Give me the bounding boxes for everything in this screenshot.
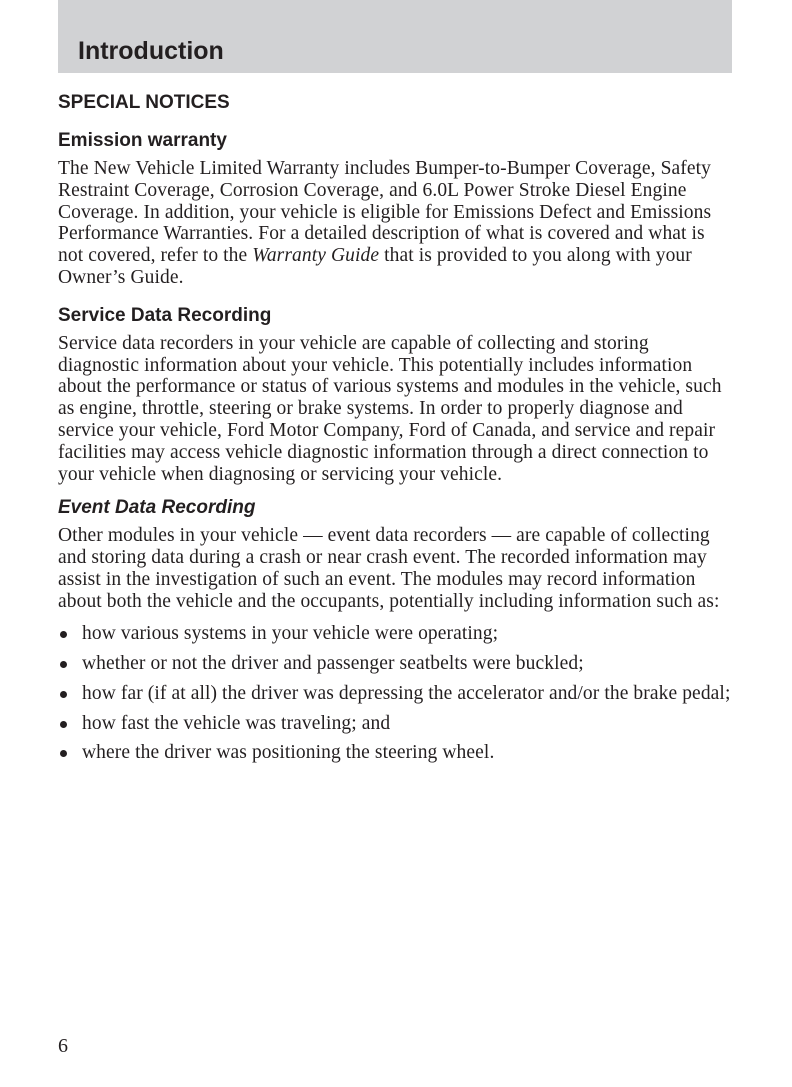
- list-item-text: how various systems in your vehicle were operating;: [82, 622, 499, 644]
- list-item-text: whether or not the driver and passenger seatbelts were buckled;: [82, 652, 584, 674]
- list-item-text: where the driver was positioning the steering wheel.: [82, 742, 495, 764]
- list-item-text: how fast the vehicle was traveling; and: [82, 712, 391, 734]
- list-item: [58, 713, 734, 735]
- emission-warranty-text-before: The New Vehicle Limited Warranty includes Bumper-to-Bumper Coverage, Safety Restraint Coverage, Corrosion Coverage, and 6.0L Power Stroke Diesel Engine Coverage. In addition, your vehicle is eligible for Emissions Defect and Emissions Performance Warranties. For a detailed description of what is covered and what is not covered, refer to the: [58, 158, 712, 267]
- bullet-icon: [60, 661, 67, 668]
- emission-warranty-paragraph: [58, 158, 734, 289]
- list-item: [58, 623, 734, 645]
- warranty-guide-title: Warranty Guide: [252, 245, 380, 267]
- list-item: [58, 683, 734, 705]
- bullet-icon: [60, 631, 67, 638]
- page-title: Introduction: [78, 37, 224, 65]
- event-data-bullet-list: [58, 623, 734, 765]
- list-item-text: how far (if at all) the driver was depressing the accelerator and/or the brake pedal;: [82, 682, 731, 704]
- bullet-icon: [60, 691, 67, 698]
- list-item: [58, 742, 734, 764]
- event-data-recording-heading: Event Data Recording: [58, 497, 256, 519]
- page-number: 6: [58, 1035, 68, 1057]
- page-content: [58, 90, 734, 772]
- event-data-recording-paragraph: Other modules in your vehicle — event data recorders — are capable of collecting and storing data during a crash or near crash event. The recorded information may assist in the investigation of such an event. The modules may record information about both the vehicle and the occupants, potentially including information such as:: [58, 525, 720, 612]
- emission-warranty-heading: Emission warranty: [58, 130, 227, 151]
- bullet-icon: [60, 721, 67, 728]
- service-data-recording-heading: Service Data Recording: [58, 304, 272, 326]
- bullet-icon: [60, 750, 67, 757]
- emission-warranty-text-after: that is provided to you along with your Owner’s Guide.: [58, 245, 692, 288]
- section-heading: SPECIAL NOTICES: [58, 92, 230, 113]
- list-item: [58, 653, 734, 675]
- header-band: [58, 0, 732, 73]
- service-data-recording-paragraph: Service data recorders in your vehicle are capable of collecting and storing diagnostic information about your vehicle. This potentially includes information about the performance or status of various systems and modules in the vehicle, such as engine, throttle, steering or brake systems. In order to properly diagnose and service your vehicle, Ford Motor Company, Ford of Canada, and service and repair facilities may access vehicle diagnostic information through a direct connection to your vehicle when diagnosing or servicing your vehicle.: [58, 332, 722, 485]
